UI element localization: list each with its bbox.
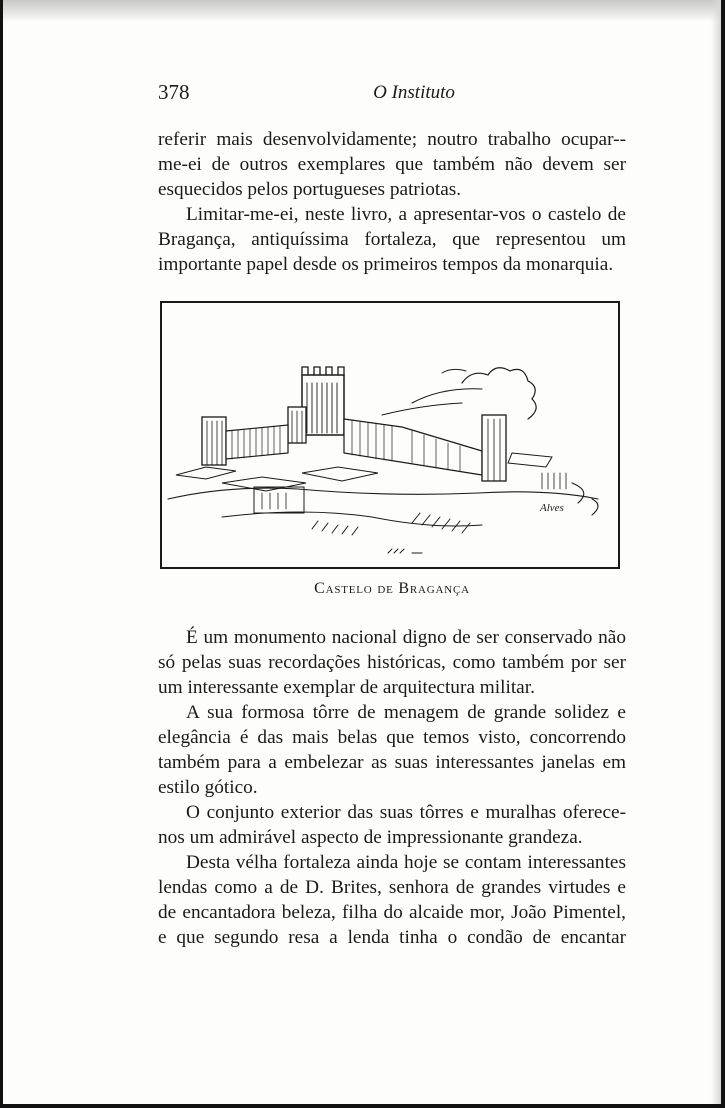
figure-caption: Castelo de Bragança [314, 580, 470, 597]
paragraph: referir mais desenvolvidamente; noutro trabalho ocupar--me-ei de outros exemplares que também não devem ser esquecidos pelos portugueses patriotas. [158, 129, 626, 200]
scan-right-edge [711, 0, 721, 1104]
paragraph: É um monumento nacional digno de ser conservado não só pelas suas recordações históricas, como também por ser um interessante exemplar de arquitectura militar. [158, 627, 626, 698]
top-text-block [158, 127, 626, 277]
bottom-text-block [158, 625, 626, 950]
page-header [158, 80, 626, 112]
artist-signature: Alves [540, 502, 564, 514]
running-title: O Instituto [373, 82, 455, 103]
page-number: 378 [158, 80, 190, 104]
castle-illustration-frame [160, 301, 620, 569]
paragraph: Limitar-me-ei, neste livro, a apresentar-vos o castelo de Bragança, antiquíssima fortaleza, que representou um importante papel desde os primeiros tempos da monarquia. [158, 204, 626, 275]
paragraph: Desta vélha fortaleza ainda hoje se contam interessantes lendas como a de D. Brites, senhora de grandes virtudes e de encantadora beleza, filha do alcaide mor, João Pimentel, e que segundo resa a lenda tinha o condão de encantar [158, 852, 626, 948]
paragraph: A sua formosa tôrre de menagem de grande solidez e elegância é das mais belas que temos visto, concorrendo também para a embelezar as suas interessantes janelas em estilo gótico. [158, 702, 626, 798]
paragraph: O conjunto exterior das suas tôrres e muralhas oferece-nos um admirável aspecto de impressionante grandeza. [158, 802, 626, 848]
scan-top-shadow [0, 0, 725, 22]
castle-illustration [162, 303, 618, 567]
